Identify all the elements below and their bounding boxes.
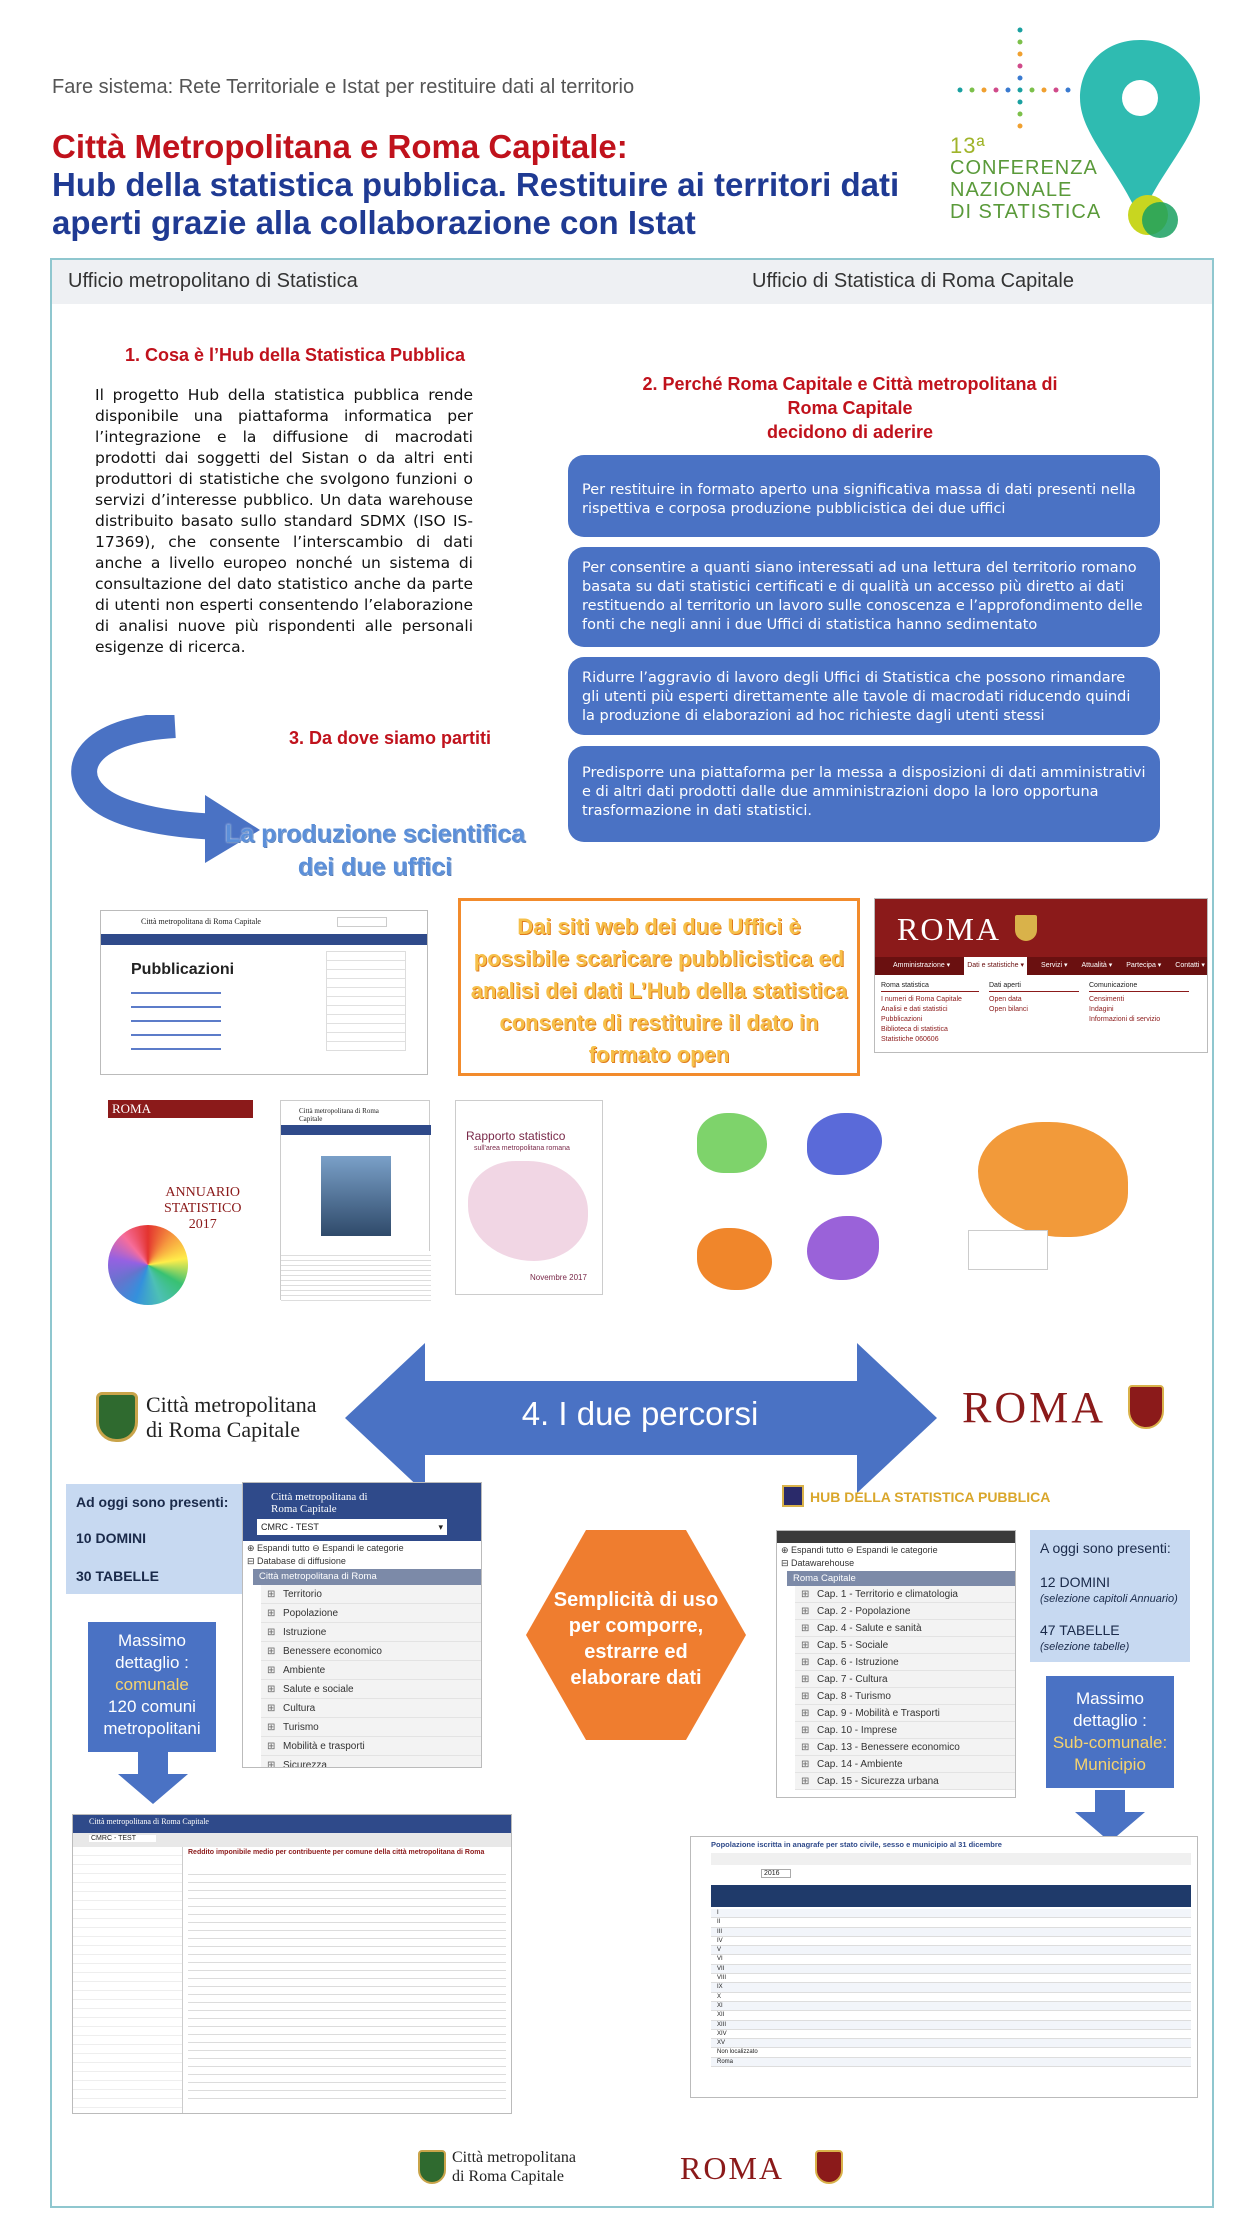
roma-tree-item[interactable]: ⊞ Cap. 8 - Turismo xyxy=(795,1688,1015,1705)
rapporto-date: Novembre 2017 xyxy=(530,1273,587,1282)
footer-metro-crest-icon xyxy=(418,2150,446,2184)
roma-table-row: I xyxy=(711,1909,1191,1918)
metro-tree-expand[interactable]: ⊕ Espandi tutto ⊖ Espandi le categorie xyxy=(247,1543,404,1553)
section3-title: 3. Da dove siamo partiti xyxy=(288,728,492,748)
left-info-line1: Ad oggi sono presenti: xyxy=(76,1494,229,1510)
annuario-year: 2017 xyxy=(188,1217,217,1232)
right-pill-hl1: Sub-comunale: xyxy=(1052,1733,1168,1752)
roma-tree-screenshot xyxy=(776,1530,1016,1798)
roma-tree-item[interactable]: ⊞ Cap. 1 - Territorio e climatologia xyxy=(795,1586,1015,1603)
poster-subtitle: Fare sistema: Rete Territoriale e Istat per restituire dati al territorio xyxy=(52,76,635,98)
poster-title-red: Città Metropolitana e Roma Capitale: xyxy=(52,128,628,165)
decor-dot xyxy=(970,88,975,93)
roma-table-rows xyxy=(711,1909,1191,2067)
roma-tree-item[interactable]: ⊞ Cap. 5 - Sociale xyxy=(795,1637,1015,1654)
metro-tree-item[interactable]: ⊞ Salute e sociale xyxy=(261,1680,481,1699)
left-pill-line1: Massimo xyxy=(117,1631,186,1650)
roma-shot-crest-icon xyxy=(1015,915,1037,941)
roma-shot-col2 xyxy=(989,981,1079,1045)
roma-logo: ROMA xyxy=(962,1383,1107,1432)
roma-table-row: X xyxy=(711,1993,1191,2002)
annuario-wheel-icon xyxy=(108,1225,188,1305)
decor-dot xyxy=(958,88,963,93)
roma-tree-item[interactable]: ⊞ Cap. 7 - Cultura xyxy=(795,1671,1015,1688)
annuario-line2: STATISTICO xyxy=(164,1201,242,1216)
roma-link[interactable]: Biblioteca di statistica xyxy=(881,1026,948,1033)
decor-dot xyxy=(1054,88,1059,93)
decor-dot xyxy=(1030,88,1035,93)
office-left: Ufficio metropolitano di Statistica xyxy=(68,270,358,292)
metro-table-title: Reddito imponibile medio per contribuente per comune della città metropolitana di Roma xyxy=(188,1849,485,1856)
right-info-box xyxy=(1030,1530,1190,1662)
roma-tree-item[interactable]: ⊞ Cap. 13 - Benessere economico xyxy=(795,1739,1015,1756)
decor-dot xyxy=(1018,124,1023,129)
roma-tree-item[interactable]: ⊞ Cap. 9 - Mobilità e Trasporti xyxy=(795,1705,1015,1722)
metro-tree-item[interactable]: ⊞ Turismo xyxy=(261,1718,481,1737)
reason-box-3: Ridurre l’aggravio di lavoro degli Uffici di Statistica che possono rimandare gli utenti più esperti direttamente alle tavole di macrodati riducendo quindi la produzione di elaborazioni ad hoc richieste dagli utenti stessi xyxy=(568,657,1160,735)
right-pill-line1: Massimo xyxy=(1075,1689,1144,1708)
annuario-line1: ANNUARIO xyxy=(165,1185,241,1200)
roma-table-title: Popolazione iscritta in anagrafe per stato civile, sesso e municipio al 31 dicembre xyxy=(711,1840,1002,1849)
rapporto-title: Rapporto statistico xyxy=(466,1129,566,1143)
roma-table-row: XV xyxy=(711,2039,1191,2048)
footer-roma-logo: ROMA xyxy=(680,2150,785,2186)
decor-dot xyxy=(1066,88,1071,93)
roma-table-row: VII xyxy=(711,1965,1191,1974)
section2-title xyxy=(560,372,1140,444)
roma-link[interactable]: Pubblicazioni xyxy=(881,1016,923,1023)
left-detail-pill xyxy=(88,1622,216,1752)
left-info-line3: 30 TABELLE xyxy=(76,1568,159,1584)
roma-crest-icon xyxy=(1128,1385,1164,1429)
annuario-brand: ROMA xyxy=(112,1101,152,1116)
metro-tree-db[interactable]: ⊟ Database di diffusione xyxy=(247,1556,346,1566)
metro-tree-item[interactable]: ⊞ Benessere economico xyxy=(261,1642,481,1661)
decor-dot xyxy=(994,88,999,93)
right-info-line2: 12 DOMINI xyxy=(1040,1574,1111,1590)
roma-table-row: V xyxy=(711,1946,1191,1955)
roma-tree-db[interactable]: ⊟ Datawarehouse xyxy=(781,1558,855,1568)
roma-table-row: Non localizzato xyxy=(711,2048,1191,2057)
roma-table-row: VI xyxy=(711,1955,1191,1964)
roma-menu-item[interactable]: Servizi ▾ xyxy=(1041,962,1068,969)
roma-tree-expand[interactable]: ⊕ Espandi tutto ⊖ Espandi le categorie xyxy=(781,1545,938,1555)
left-pill-line2: dettaglio : xyxy=(115,1653,189,1672)
roma-table-row: XIII xyxy=(711,2021,1191,2030)
roma-link[interactable]: Open bilanci xyxy=(989,1006,1028,1013)
section1-title: 1. Cosa è l’Hub della Statistica Pubblica xyxy=(124,345,466,365)
roma-link[interactable]: I numeri di Roma Capitale xyxy=(881,996,962,1003)
metro-tree-item[interactable]: ⊞ Territorio xyxy=(261,1585,481,1604)
roma-shot-brand: ROMA xyxy=(897,911,1002,947)
metro-table-screenshot xyxy=(72,1814,512,2114)
reason-box-1: Per restituire in formato aperto una significativa massa di dati presenti nella rispettiva e corposa produzione pubblicistica dei due uffici xyxy=(568,455,1160,537)
conference-logo xyxy=(950,20,1240,250)
roma-tree-item[interactable]: ⊞ Cap. 14 - Ambiente xyxy=(795,1756,1015,1773)
decor-dot xyxy=(982,88,987,93)
roma-table-row: IV xyxy=(711,1937,1191,1946)
office-right: Ufficio di Statistica di Roma Capitale xyxy=(752,270,1074,292)
roma-tree-item[interactable]: ⊞ Cap. 10 - Imprese xyxy=(795,1722,1015,1739)
office-bar xyxy=(52,260,1212,304)
decor-dot xyxy=(1018,112,1023,117)
roma-tree-item[interactable]: ⊞ Cap. 4 - Salute e sanità xyxy=(795,1620,1015,1637)
roma-link[interactable]: Statistiche 060606 xyxy=(881,1036,939,1043)
roma-table-row: IX xyxy=(711,1983,1191,1992)
roma-menu-item[interactable]: Amministrazione ▾ xyxy=(893,962,951,969)
right-detail-pill xyxy=(1046,1676,1174,1788)
right-info-line1: A oggi sono presenti: xyxy=(1040,1540,1171,1556)
production-line1: La produzione scientifica xyxy=(224,820,526,848)
metro-logo-text xyxy=(146,1392,316,1442)
left-pill-hl1: comunale xyxy=(115,1675,189,1694)
poster-title-blue: Hub della statistica pubblica. Restituire ai territori dati aperti grazie alla collaborazione con Istat xyxy=(52,166,900,241)
roma-link[interactable]: Censimenti xyxy=(1089,996,1125,1003)
roma-link[interactable]: Analisi e dati statistici xyxy=(881,1006,948,1013)
rapporto-sub: sull'area metropolitana romana xyxy=(474,1145,570,1152)
conference-edition: 13ª xyxy=(950,133,986,158)
roma-table-row: XIV xyxy=(711,2030,1191,2039)
roma-tree-item[interactable]: ⊞ Cap. 2 - Popolazione xyxy=(795,1603,1015,1620)
roma-table-row: Roma xyxy=(711,2058,1191,2067)
open-data-callout: Dai siti web dei due Uffici è possibile scaricare pubblicistica ed analisi dei dati L’Hub della statistica consente di restituire il dato in formato open xyxy=(458,898,860,1076)
metro-tree-item[interactable]: ⊞ Sicurezza xyxy=(261,1756,481,1768)
metro-tree-select-value: CMRC - TEST xyxy=(261,1522,319,1532)
roma-shot-menu xyxy=(875,957,1207,975)
maps-collage xyxy=(692,1108,912,1308)
roma-menu-item[interactable]: Contatti ▾ xyxy=(1175,962,1205,969)
section1-text: Il progetto Hub della statistica pubblica rende disponibile una piattaforma informatica per l’integrazione e la diffusione di macrodati prodotti dai soggetti del Sistan o da altri enti produttori di statistiche che svolgono funzioni o servizi d’interesse pubblico. Un data warehouse distribuito basato sullo standard SDMX (ISO IS-17369), che consente l’interscambio di dati anche a livello europeo nonché un sistema di consultazione del dato statistico anche da parte di utenti non esperti consentendo l’elaborazione di analisi nuove più rispondenti alle personali esigenze di ricerca. xyxy=(95,386,473,656)
roma-table-screenshot xyxy=(690,1836,1198,2098)
left-info-box xyxy=(66,1484,242,1594)
roma-table-row: III xyxy=(711,1928,1191,1937)
metro-tree-item[interactable]: ⊞ Ambiente xyxy=(261,1661,481,1680)
orange-map xyxy=(968,1112,1148,1262)
metro-table-select[interactable]: CMRC - TEST xyxy=(89,1835,156,1842)
metro-logo-line1: Città metropolitana xyxy=(146,1392,317,1417)
right-info-line4: 47 TABELLE xyxy=(1040,1622,1120,1638)
left-down-arrow-icon xyxy=(118,1752,188,1804)
center-hexagon-text: Semplicità di uso per comporre, estrarre ed elaborare dati xyxy=(553,1589,719,1689)
right-pill-hl2: Municipio xyxy=(1074,1755,1146,1774)
roma-col-head: Roma statistica xyxy=(881,981,979,992)
roma-site-screenshot xyxy=(874,898,1208,1053)
decor-dot xyxy=(1018,28,1023,33)
metro-tree-screenshot xyxy=(242,1482,482,1768)
footer-metro-line1: Città metropolitana xyxy=(452,2149,576,2166)
metro-table-brand: Città metropolitana di Roma Capitale xyxy=(89,1817,209,1826)
production-line2: dei due uffici xyxy=(297,853,453,881)
rapporto-map-icon xyxy=(468,1161,588,1261)
decor-dot xyxy=(1042,88,1047,93)
annuario-cover xyxy=(108,1100,253,1305)
section2-title-line1: 2. Perché Roma Capitale e Città metropolitana di xyxy=(642,374,1058,394)
conference-line1: CONFERENZA xyxy=(950,157,1098,179)
left-pill-hl2: 120 comuni xyxy=(108,1697,196,1716)
roma-menu-item[interactable]: Partecipa ▾ xyxy=(1126,962,1162,969)
metro-shot-heading: Pubblicazioni xyxy=(131,961,235,978)
roma-table-row: II xyxy=(711,1918,1191,1927)
left-pill-hl3: metropolitani xyxy=(103,1719,201,1738)
footer-metro-line2: di Roma Capitale xyxy=(452,2168,564,2185)
metro-tree-brand: Città metropolitana di Roma Capitale xyxy=(271,1491,368,1515)
roma-shot-col3 xyxy=(1089,981,1189,1045)
metro-publications-screenshot xyxy=(100,910,428,1075)
roma-link[interactable]: Indagini xyxy=(1089,1006,1114,1013)
metro-tree-item[interactable]: ⊞ Popolazione xyxy=(261,1604,481,1623)
right-pill-line2: dettaglio : xyxy=(1073,1711,1147,1730)
roma-table-row: XII xyxy=(711,2011,1191,2020)
metro-tree-root[interactable]: Città metropolitana di Roma xyxy=(253,1569,481,1585)
metro-report-brand: Città metropolitana di Roma Capitale xyxy=(299,1107,379,1123)
roma-shot-col1 xyxy=(881,981,979,1045)
roma-menu-item[interactable]: Dati e statistiche ▾ xyxy=(964,957,1027,975)
roma-link[interactable]: Informazioni di servizio xyxy=(1089,1016,1161,1023)
footer-metro-text xyxy=(452,2148,576,2186)
decor-dot xyxy=(1018,40,1023,45)
metro-logo-line2: di Roma Capitale xyxy=(146,1417,300,1442)
rapporto-cover xyxy=(455,1100,603,1295)
roma-table-row: VIII xyxy=(711,1974,1191,1983)
decor-dot xyxy=(1018,52,1023,57)
metro-tree-item[interactable]: ⊞ Cultura xyxy=(261,1699,481,1718)
right-info-line3: (selezione capitoli Annuario) xyxy=(1040,1593,1178,1605)
decor-dot xyxy=(1018,64,1023,69)
decor-dot xyxy=(1018,100,1023,105)
right-info-line5: (selezione tabelle) xyxy=(1040,1641,1130,1653)
roma-col-head: Dati aperti xyxy=(989,981,1079,992)
roma-tree-root[interactable]: Roma Capitale xyxy=(787,1571,1015,1586)
metro-tree-item[interactable]: ⊞ Istruzione xyxy=(261,1623,481,1642)
metro-tree-select[interactable] xyxy=(257,1519,447,1535)
hub-title: HUB DELLA STATISTICA PUBBLICA xyxy=(810,1489,1051,1505)
roma-tree-item[interactable]: ⊞ Cap. 15 - Sicurezza urbana xyxy=(795,1773,1015,1790)
hub-logo-icon xyxy=(782,1485,804,1507)
metro-tree-item[interactable]: ⊞ Mobilità e trasporti xyxy=(261,1737,481,1756)
footer-roma-crest-icon xyxy=(815,2150,843,2184)
metro-shot-brand: Città metropolitana di Roma Capitale xyxy=(141,917,261,926)
roma-table-year[interactable]: 2016 xyxy=(761,1869,791,1878)
roma-tree-item[interactable]: ⊞ Cap. 6 - Istruzione xyxy=(795,1654,1015,1671)
production-title xyxy=(200,818,550,884)
section2-title-line3: decidono di aderire xyxy=(766,422,934,442)
right-down-arrow-icon xyxy=(1075,1790,1145,1842)
left-info-line2: 10 DOMINI xyxy=(76,1530,147,1546)
metro-report-cover xyxy=(280,1100,430,1300)
chevron-down-icon: ▾ xyxy=(438,1522,443,1532)
roma-table-row: XI xyxy=(711,2002,1191,2011)
section2-title-line2: Roma Capitale xyxy=(787,398,913,418)
percorsi-label: 4. I due percorsi xyxy=(521,1395,759,1432)
decor-dot xyxy=(1018,76,1023,81)
metro-crest-icon xyxy=(96,1392,138,1442)
roma-menu-item[interactable]: Attualità ▾ xyxy=(1081,962,1113,969)
roma-link[interactable]: Open data xyxy=(989,996,1022,1003)
conference-line3: DI STATISTICA xyxy=(950,201,1102,223)
reason-box-2: Per consentire a quanti siano interessati ad una lettura del territorio romano basata su dati statistici certificati e di qualità un accesso più diretto ai dati restituendo al territorio un lavoro sulle conoscenza e l’approfondimento delle fonti che negli anni i due Uffici di statistica hanno sedimentato xyxy=(568,547,1160,647)
reason-box-4: Predisporre una piattaforma per la messa a disposizioni di dati amministrativi e di altri dati prodotti dalle due amministrazioni dopo la loro opportuna trasformazione in dati statistici. xyxy=(568,746,1160,842)
decor-dot xyxy=(1018,88,1023,93)
decor-dot xyxy=(1006,88,1011,93)
conference-line2: NAZIONALE xyxy=(950,179,1073,201)
roma-col-head: Comunicazione xyxy=(1089,981,1189,992)
